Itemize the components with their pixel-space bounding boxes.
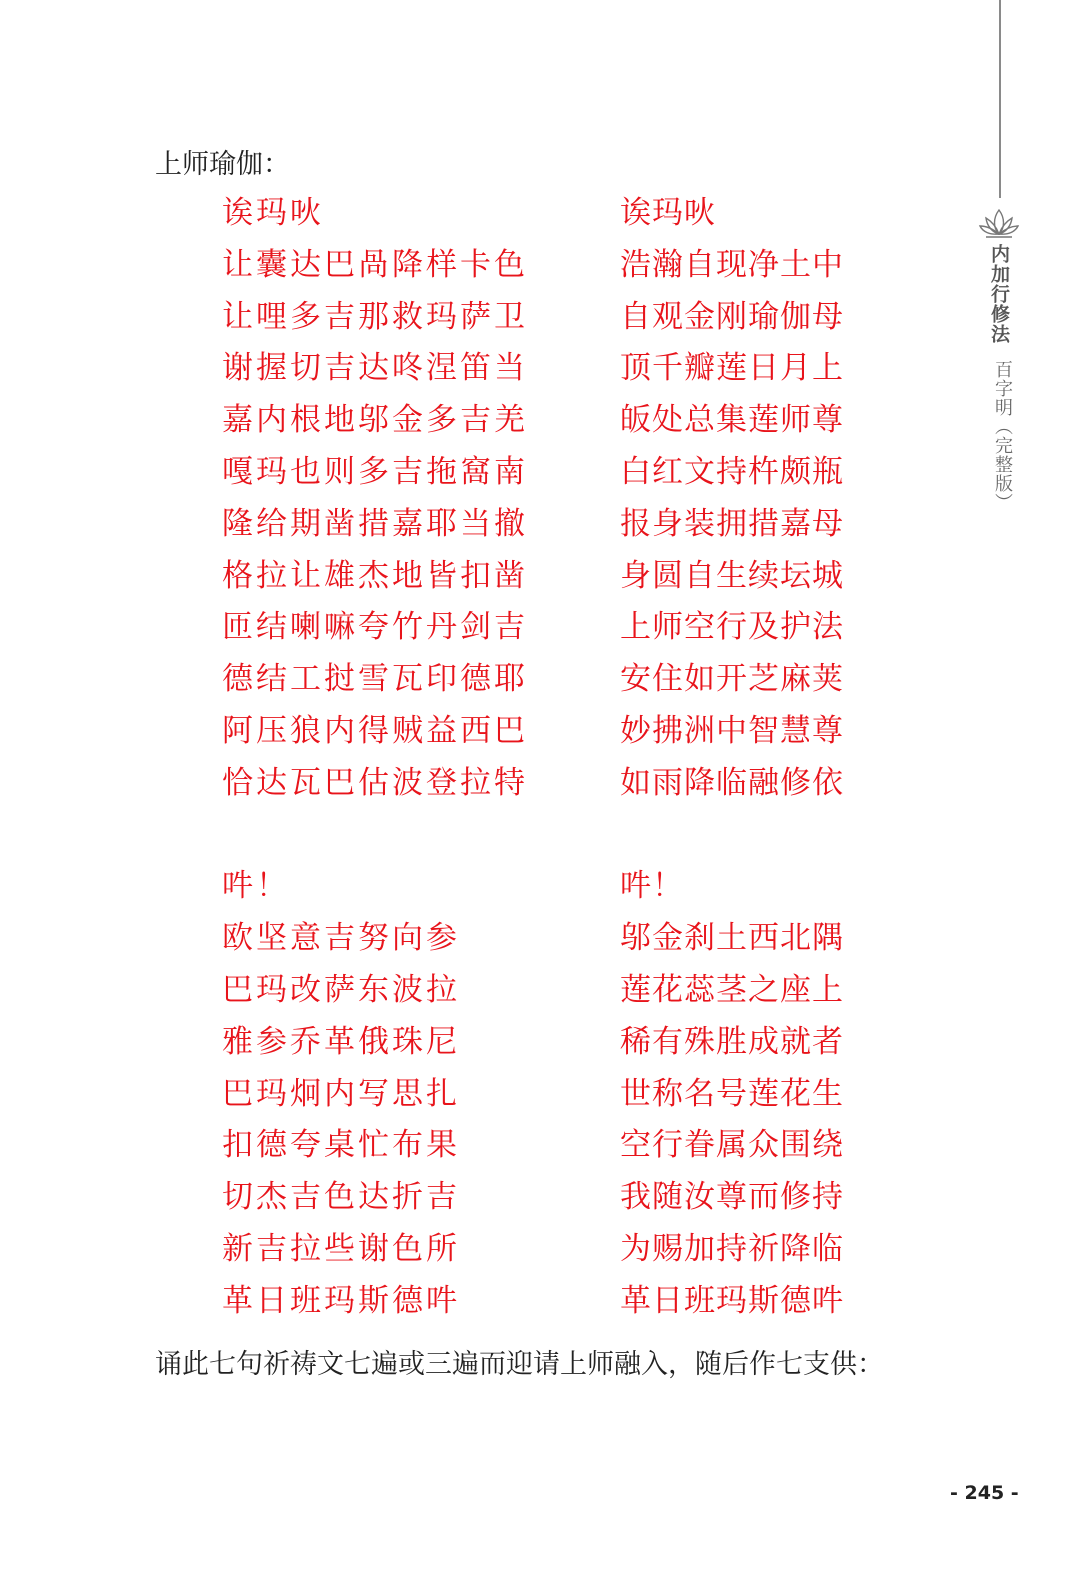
transliteration-line: 阿压狼内得贼益西巴 bbox=[222, 712, 528, 749]
transliteration-line: 隆给期凿措嘉耶当撤 bbox=[222, 505, 528, 542]
transliteration-line: 嘉内根地邬金多吉羌 bbox=[222, 402, 528, 439]
page-number: - 245 - bbox=[950, 1482, 1019, 1504]
transliteration-line: 让哩多吉那救玛萨卫 bbox=[222, 298, 528, 335]
transliteration-line: 吽！ bbox=[222, 868, 290, 905]
transliteration-line: 谢握切吉达咚涅笛当 bbox=[222, 350, 528, 387]
transliteration-line: 德结工挝雪瓦印德耶 bbox=[222, 661, 528, 698]
transliteration-line: 巴玛炯内写思扎 bbox=[222, 1075, 460, 1112]
translation-column bbox=[620, 188, 844, 1328]
transliteration-line: 格拉让雄杰地皆扣凿 bbox=[222, 557, 528, 594]
translation-line: 身圆自生续坛城 bbox=[620, 557, 844, 594]
translation-line: 白红文持杵颇瓶 bbox=[620, 453, 844, 490]
translation-line: 自观金刚瑜伽母 bbox=[620, 298, 844, 335]
transliteration-line: 革日班玛斯德吽 bbox=[222, 1282, 460, 1319]
margin-rule-line bbox=[999, 0, 1001, 198]
transliteration-line: 切杰吉色达折吉 bbox=[222, 1179, 460, 1216]
transliteration-line: 扣德夸桌忙布果 bbox=[222, 1127, 460, 1164]
stanza-gap bbox=[222, 810, 528, 862]
chapter-subtitle: 百字明（完整版） bbox=[992, 360, 1013, 512]
transliteration-line: 嘎玛也则多吉拖窩南 bbox=[222, 453, 528, 490]
transliteration-line: 让囊达巴咼降样卡色 bbox=[222, 246, 528, 283]
translation-line: 吽！ bbox=[620, 868, 684, 905]
transliteration-line: 欧坚意吉努向参 bbox=[222, 920, 460, 957]
chapter-title: 内加行修法 bbox=[988, 244, 1010, 344]
translation-line: 革日班玛斯德吽 bbox=[620, 1282, 844, 1319]
translation-line: 妙拂洲中智慧尊 bbox=[620, 712, 844, 749]
section-heading: 上师瑜伽： bbox=[155, 149, 290, 180]
translation-line: 空行眷属众围绕 bbox=[620, 1127, 844, 1164]
transliteration-line: 诶玛吙 bbox=[222, 195, 324, 231]
translation-line: 稀有殊胜成就者 bbox=[620, 1023, 844, 1060]
lotus-icon bbox=[978, 206, 1020, 240]
translation-line: 上师空行及护法 bbox=[620, 609, 844, 646]
transliteration-line: 匝结喇嘛夸竹丹剑吉 bbox=[222, 609, 528, 646]
translation-line: 安住如开芝麻荚 bbox=[620, 661, 844, 698]
translation-line: 浩瀚自现净土中 bbox=[620, 246, 844, 283]
translation-line: 为赐加持祈降临 bbox=[620, 1230, 844, 1267]
translation-line: 皈处总集莲师尊 bbox=[620, 402, 844, 439]
translation-line: 顶千瓣莲日月上 bbox=[620, 350, 844, 387]
transliteration-line: 雅参乔革俄珠尼 bbox=[222, 1023, 460, 1060]
translation-line: 诶玛吙 bbox=[620, 195, 716, 231]
translation-line: 我随汝尊而修持 bbox=[620, 1179, 844, 1216]
transliteration-line: 恰达瓦巴估波登拉特 bbox=[222, 764, 528, 801]
transliteration-column bbox=[222, 188, 528, 1328]
stanza-gap bbox=[620, 810, 844, 862]
translation-line: 邬金刹土西北隅 bbox=[620, 920, 844, 957]
closing-instruction: 诵此七句祈祷文七遍或三遍而迎请上师融入，随后作七支供： bbox=[155, 1349, 884, 1380]
transliteration-line: 新吉拉些谢色所 bbox=[222, 1230, 460, 1267]
translation-line: 如雨降临融修依 bbox=[620, 764, 844, 801]
transliteration-line: 巴玛改萨东波拉 bbox=[222, 971, 460, 1008]
translation-line: 报身装拥措嘉母 bbox=[620, 505, 844, 542]
translation-line: 莲花蕊茎之座上 bbox=[620, 971, 844, 1008]
translation-line: 世称名号莲花生 bbox=[620, 1075, 844, 1112]
